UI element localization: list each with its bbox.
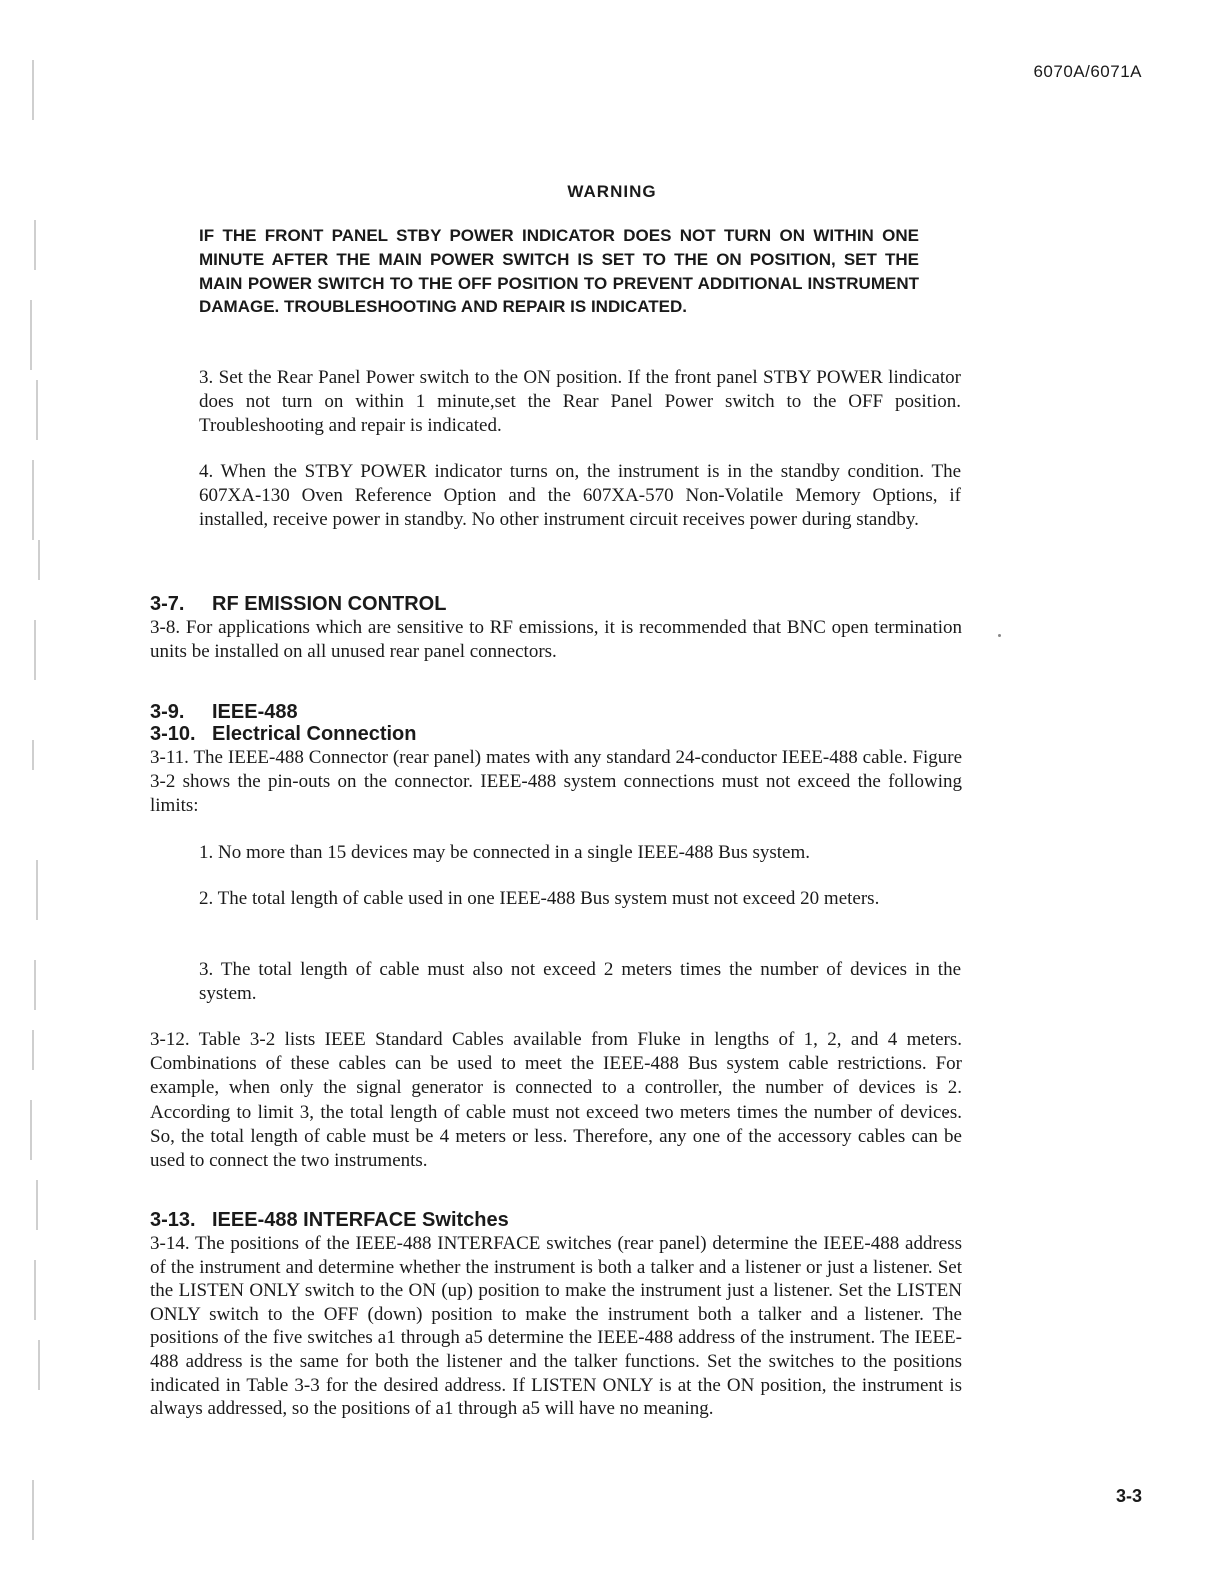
warning-text: IF THE FRONT PANEL STBY POWER INDICATOR DOES NOT TURN ON WITHIN ONE MINUTE AFTER THE MAIN POWER SWITCH IS SET TO THE ON POSITION, SET THE MAIN POWER SWITCH TO THE OFF POSITION TO PREVENT ADDITIONAL INSTRUMENT DAMAGE. TROUBLESHOOTING AND REPAIR IS INDICATED. (199, 226, 919, 317)
step-3-paragraph: 3. Set the Rear Panel Power switch to the ON position. If the front panel STBY POWER lindicator does not turn on within 1 minute,set the Rear Panel Power switch to the OFF position. Troubleshooting and repair is indicated. (199, 367, 961, 436)
step-4-paragraph: 4. When the STBY POWER indicator turns on, the instrument is in the standby condition. The 607XA-130 Oven Reference Option and the 607XA-570 Non-Volatile Memory Options, if installed, receive power in standby. No other instrument circuit receives power during standby. (199, 461, 961, 530)
paragraph-3-8: 3-8. For applications which are sensitive to RF emissions, it is recommended that BNC open termination units be installed on all unused rear panel connectors. (150, 617, 962, 662)
warning-title: WARNING (567, 182, 657, 201)
limit-item-3: 3. The total length of cable must also not exceed 2 meters times the number of devices in the system. (199, 959, 961, 1004)
paragraph-3-11: 3-11. The IEEE-488 Connector (rear panel) mates with any standard 24-conductor IEEE-488 cable. Figure 3-2 shows the pin-outs on the connector. IEEE-488 system connections must not exceed the following limits: (150, 747, 962, 816)
section-number: 3-13. (150, 1209, 196, 1231)
page-number: 3-3 (1115, 1486, 1142, 1506)
scan-margin-artifacts (26, 40, 56, 1540)
section-title: IEEE-488 (212, 701, 298, 723)
section-heading-3-7 (150, 592, 446, 616)
section-heading-3-13 (150, 1208, 509, 1232)
paragraph-3-14: 3-14. The positions of the IEEE-488 INTERFACE switches (rear panel) determine the IEEE-488 address of the instrument and determine whether the instrument is both a talker and a listener or just a listener. Set the LISTEN ONLY switch to the ON (up) position to make the instrument just a listener. Set the LISTEN ONLY switch to the OFF (down) position to make the instrument both a talker and a listener. The positions of the five switches a1 through a5 determine the IEEE-488 address of the instrument. The IEEE-488 address is the same for both the listener and the talker functions. Set the switches to the positions indicated in Table 3-3 for the desired address. If LISTEN ONLY is at the ON position, the instrument is always addressed, so the positions of a1 through a5 will have no meaning. (150, 1233, 962, 1420)
section-title: IEEE-488 INTERFACE Switches (212, 1209, 509, 1231)
document-id: 6070A/6071A (1033, 62, 1142, 81)
scan-speck (998, 634, 1001, 637)
limit-item-1: 1. No more than 15 devices may be connected in a single IEEE-488 Bus system. (199, 842, 811, 863)
section-number: 3-7. (150, 593, 185, 615)
paragraph-3-12: 3-12. Table 3-2 lists IEEE Standard Cables available from Fluke in lengths of 1, 2, and 4 meters. Combinations of these cables can be used to meet the IEEE-488 Bus system cable restrictions. For example, when only the signal generator is connected to a controller, the number of devices is 2. According to limit 3, the total length of cable must not exceed two meters times the number of devices. So, the total length of cable must be 4 meters or less. Therefore, any one of the accessory cables can be used to connect the two instruments. (150, 1029, 962, 1172)
section-number: 3-9. (150, 701, 185, 723)
section-title: RF EMISSION CONTROL (212, 593, 447, 615)
limit-item-2: 2. The total length of cable used in one IEEE-488 Bus system must not exceed 20 meters. (199, 888, 880, 909)
section-title: Electrical Connection (212, 723, 417, 745)
section-heading-3-9 (150, 700, 298, 724)
section-heading-3-10 (150, 722, 417, 746)
section-number: 3-10. (150, 723, 196, 745)
